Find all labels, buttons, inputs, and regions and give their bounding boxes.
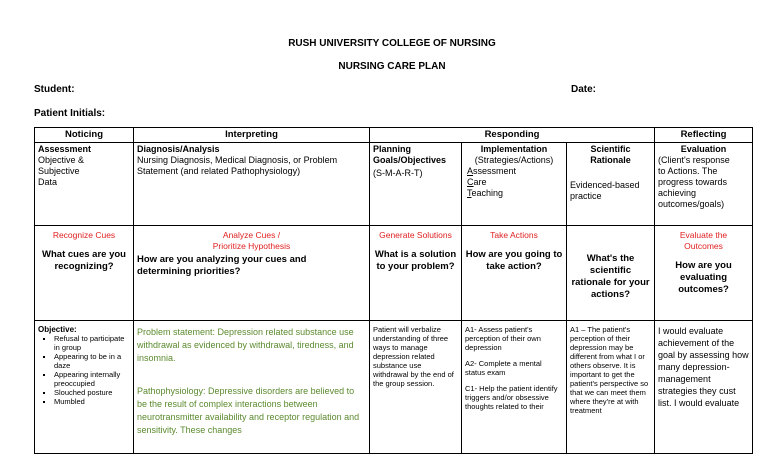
diagnosis-line-1: Nursing Diagnosis, Medical Diagnosis, or Problem <box>137 155 338 165</box>
objective-item: ▪ Refusal to participate in group <box>54 334 130 352</box>
recognize-cues-question: What cues are you recognizing? <box>42 249 126 272</box>
analyze-cues-cell <box>134 226 370 321</box>
implementation-content-cell <box>462 321 567 454</box>
planning-header <box>370 143 462 226</box>
diagnosis-line-2: Statement (and related Pathophysiology) <box>137 166 301 176</box>
take-actions-question: How are you going to take action? <box>465 249 563 272</box>
analyze-cues-label-1: Analyze Cues / <box>222 230 281 240</box>
planning-content-cell <box>370 321 462 454</box>
planning-goal: Patient will verbalize understanding of three ways to manage depression related substance use withdrawal by the end of the group session. <box>373 325 454 388</box>
phase-interpreting: Interpreting <box>134 128 370 143</box>
rationale-question: What's the scientific rationale for your actions? <box>571 253 650 300</box>
recognize-cues-label: Recognize Cues <box>52 230 116 240</box>
implementation-t-rest: eaching <box>471 188 504 198</box>
phase-row <box>35 128 753 143</box>
objective-data-cell <box>35 321 134 454</box>
prompt-row <box>35 226 753 321</box>
evaluate-outcomes-cell <box>655 226 753 321</box>
implementation-care <box>465 177 563 188</box>
planning-title-2: Goals/Objectives <box>373 155 447 165</box>
assessment-line-1: Objective & <box>38 155 85 165</box>
generate-solutions-cell <box>370 226 462 321</box>
rationale-title-1: Scientific <box>590 144 631 154</box>
evaluate-outcomes-label-2: Outcomes <box>684 241 723 251</box>
implementation-a2: A2- Complete a mental status exam <box>465 359 542 377</box>
evaluation-line-1: (Client's response <box>658 155 730 165</box>
evaluation-line-4: achieving <box>658 188 697 198</box>
rationale-content-cell <box>567 321 655 454</box>
objective-item: ▪ Appearing to be in a daze <box>54 352 130 370</box>
objective-item: ▪ Appearing internally preoccupied <box>54 370 130 388</box>
implementation-a-initial: A <box>467 166 474 176</box>
generate-solutions-label: Generate Solutions <box>379 230 452 240</box>
implementation-c-rest: are <box>473 177 487 187</box>
implementation-c-initial: C <box>467 177 474 187</box>
objective-item: ▪ Slouched posture <box>54 388 130 397</box>
document-title: NURSING CARE PLAN <box>338 61 446 72</box>
column-header-row <box>35 143 753 226</box>
implementation-a1: A1- Assess patient's perception of their own depression <box>465 325 541 352</box>
problem-statement: Problem statement: Depression related substance use withdrawal as evidenced by withdrawal, tiredness, and insomnia. <box>137 327 354 363</box>
pathophysiology: Pathophysiology: Depressive disorders are believed to be the result of complex interactions between neurotransmitter availability and receptor regulation and sensitivity. These changes <box>137 386 360 435</box>
implementation-header <box>462 143 567 226</box>
objective-list <box>38 334 130 406</box>
student-label: Student: <box>34 84 75 95</box>
diagnosis-title: Diagnosis/Analysis <box>137 144 220 154</box>
evaluate-outcomes-label-1: Evaluate the <box>679 230 728 240</box>
content-row <box>35 321 753 454</box>
phase-noticing: Noticing <box>35 128 134 143</box>
assessment-title: Assessment <box>38 144 92 154</box>
objective-label: Objective: <box>38 325 77 334</box>
objective-item: ▪ Mumbled <box>54 397 130 406</box>
date-label: Date: <box>571 84 597 95</box>
analyze-cues-label-2: Prioritize Hypothesis <box>212 241 291 251</box>
recognize-cues-cell <box>35 226 134 321</box>
rationale-title-2: Rationale <box>590 155 631 165</box>
take-actions-cell <box>462 226 567 321</box>
analyze-cues-question-1: How are you analyzing your cues and <box>137 254 307 265</box>
diagnosis-content-cell <box>134 321 370 454</box>
phase-reflecting: Reflecting <box>655 128 753 143</box>
rationale-a1: A1 – The patient's perception of their depression may be different from what I or others observe. It is important to get the patient's perspective so that we can meet them where they're at with treatment <box>570 325 649 415</box>
assessment-line-3: Data <box>38 177 58 187</box>
evaluation-header <box>655 143 753 226</box>
diagnosis-header <box>134 143 370 226</box>
evaluate-outcomes-question: How are you evaluating outcomes? <box>675 260 732 295</box>
evaluation-content-cell <box>655 321 753 454</box>
planning-smart: (S-M-A-R-T) <box>373 168 423 178</box>
rationale-prompt-cell <box>567 226 655 321</box>
evaluation-line-5: outcomes/goals) <box>658 199 725 209</box>
college-name: RUSH UNIVERSITY COLLEGE OF NURSING <box>288 38 496 49</box>
evaluation-line-3: progress towards <box>658 177 728 187</box>
analyze-cues-question-2: determining priorities? <box>137 266 241 277</box>
evaluation-line-2: to Actions. The <box>658 166 718 176</box>
evaluation-text: I would evaluate achievement of the goal by assessing how many depression-management strategies they cust list. I would evaluate <box>658 326 749 408</box>
implementation-teaching <box>465 188 563 199</box>
implementation-a-rest: ssessment <box>473 166 517 176</box>
take-actions-label: Take Actions <box>490 230 538 240</box>
evaluation-title: Evaluation <box>680 144 727 154</box>
implementation-c1: C1- Help the patient identify triggers and/or obsessive thoughts related to their <box>465 384 558 411</box>
implementation-t-initial: T <box>467 188 472 198</box>
rationale-line-2: practice <box>570 191 602 201</box>
implementation-assessment <box>465 166 563 177</box>
planning-title-1: Planning <box>373 144 411 154</box>
rationale-header <box>567 143 655 226</box>
patient-initials-label: Patient Initials: <box>34 108 106 119</box>
assessment-header <box>35 143 134 226</box>
assessment-line-2: Subjective <box>38 166 80 176</box>
rationale-line-1: Evidenced-based <box>570 180 640 190</box>
implementation-sub: (Strategies/Actions) <box>474 155 554 165</box>
implementation-title: Implementation <box>480 144 548 154</box>
generate-solutions-question: What is a solution to your problem? <box>374 249 457 272</box>
phase-responding: Responding <box>370 128 655 143</box>
care-plan-table <box>34 127 753 454</box>
